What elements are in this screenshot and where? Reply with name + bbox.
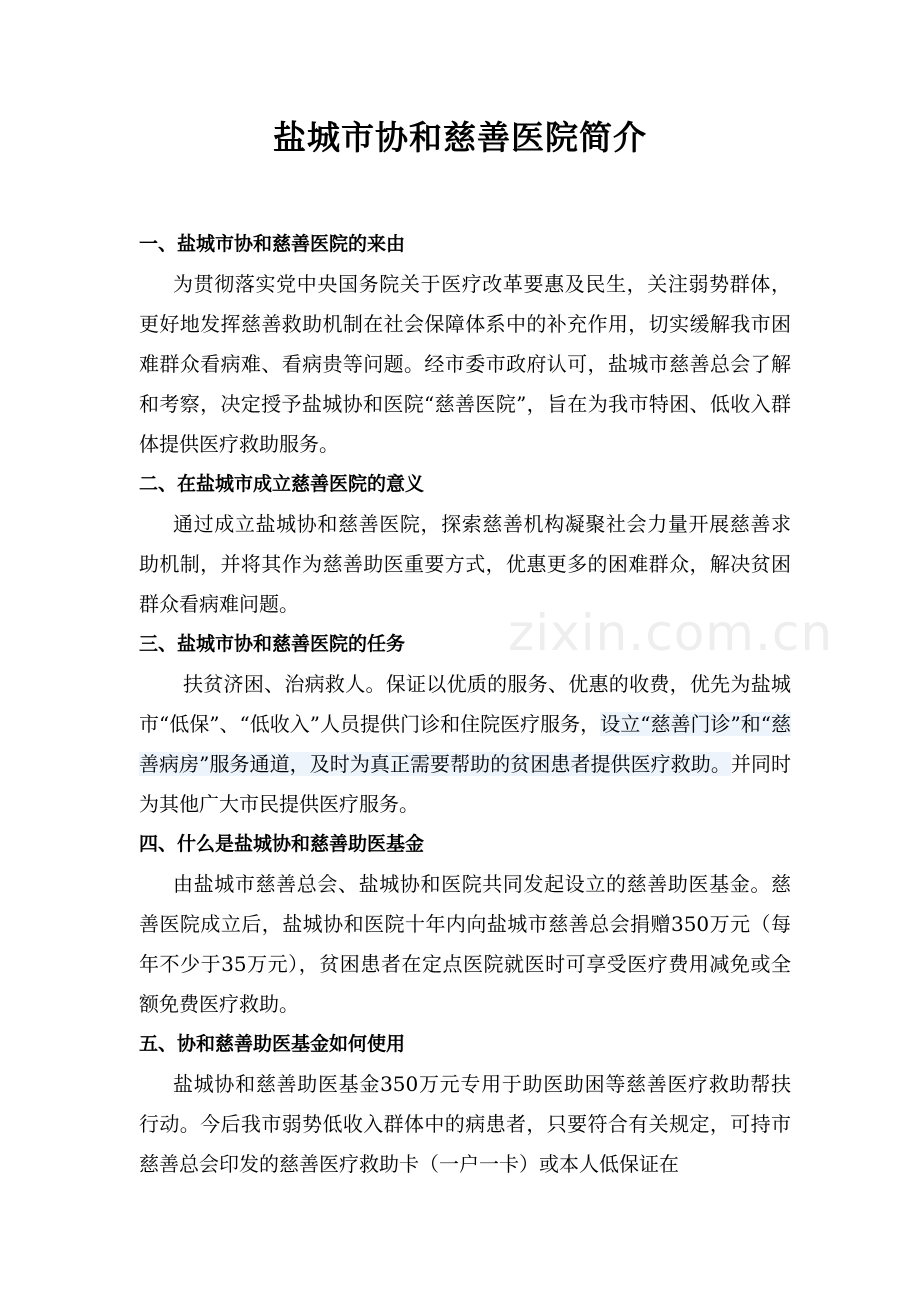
paragraph-3-text-b: 并同时为其他广大市民提供医疗服务。 bbox=[139, 752, 792, 816]
paragraph-3-highlight: 设立“慈善门诊”和“慈善病房”服务通道，及时为真正需要帮助的贫困患者提供医疗救助。 bbox=[139, 712, 791, 776]
section-paragraph-3 bbox=[139, 664, 791, 824]
watermark: zixin.com.cn bbox=[508, 604, 834, 662]
document-body bbox=[139, 224, 791, 1184]
document-title: 盐城市协和慈善医院简介 bbox=[273, 118, 647, 157]
section-heading-5: 五、协和慈善助医基金如何使用 bbox=[139, 1033, 406, 1055]
section-heading-3: 三、盐城市协和慈善医院的任务 bbox=[139, 633, 406, 655]
section-paragraph-1: 为贯彻落实党中央国务院关于医疗改革要惠及民生，关注弱势群体，更好地发挥慈善救助机制在社会保障体系中的补充作用，切实缓解我市困难群众看病难、看病贵等问题。经市委市政府认可，盐城市慈善总会了解和考察，决定授予盐城协和医院“慈善医院”，旨在为我市特困、低收入群体提供医疗救助服务。 bbox=[139, 272, 791, 456]
paragraph-3-text-a: 扶贫济困、治病救人。保证以优质的服务、优惠的收费，优先为盐城市“低保”、“低收入”人员提供门诊和住院医疗服务， bbox=[139, 672, 791, 736]
section-paragraph-2: 通过成立盐城协和慈善医院，探索慈善机构凝聚社会力量开展慈善求助机制，并将其作为慈善助医重要方式，优惠更多的困难群众，解决贫困群众看病难问题。 bbox=[139, 512, 791, 616]
section-heading-1: 一、盐城市协和慈善医院的来由 bbox=[139, 233, 406, 255]
section-paragraph-5: 盐城协和慈善助医基金350万元专用于助医助困等慈善医疗救助帮扶行动。今后我市弱势低收入群体中的病患者，只要符合有关规定，可持市慈善总会印发的慈善医疗救助卡（一户一卡）或本人低保证在 bbox=[139, 1072, 791, 1176]
section-paragraph-4: 由盐城市慈善总会、盐城协和医院共同发起设立的慈善助医基金。慈善医院成立后，盐城协和医院十年内向盐城市慈善总会捐赠350万元（每年不少于35万元），贫困患者在定点医院就医时可享受医疗费用减免或全额免费医疗救助。 bbox=[139, 872, 791, 1016]
section-heading-2: 二、在盐城市成立慈善医院的意义 bbox=[139, 473, 425, 495]
section-heading-4: 四、什么是盐城协和慈善助医基金 bbox=[139, 833, 425, 855]
